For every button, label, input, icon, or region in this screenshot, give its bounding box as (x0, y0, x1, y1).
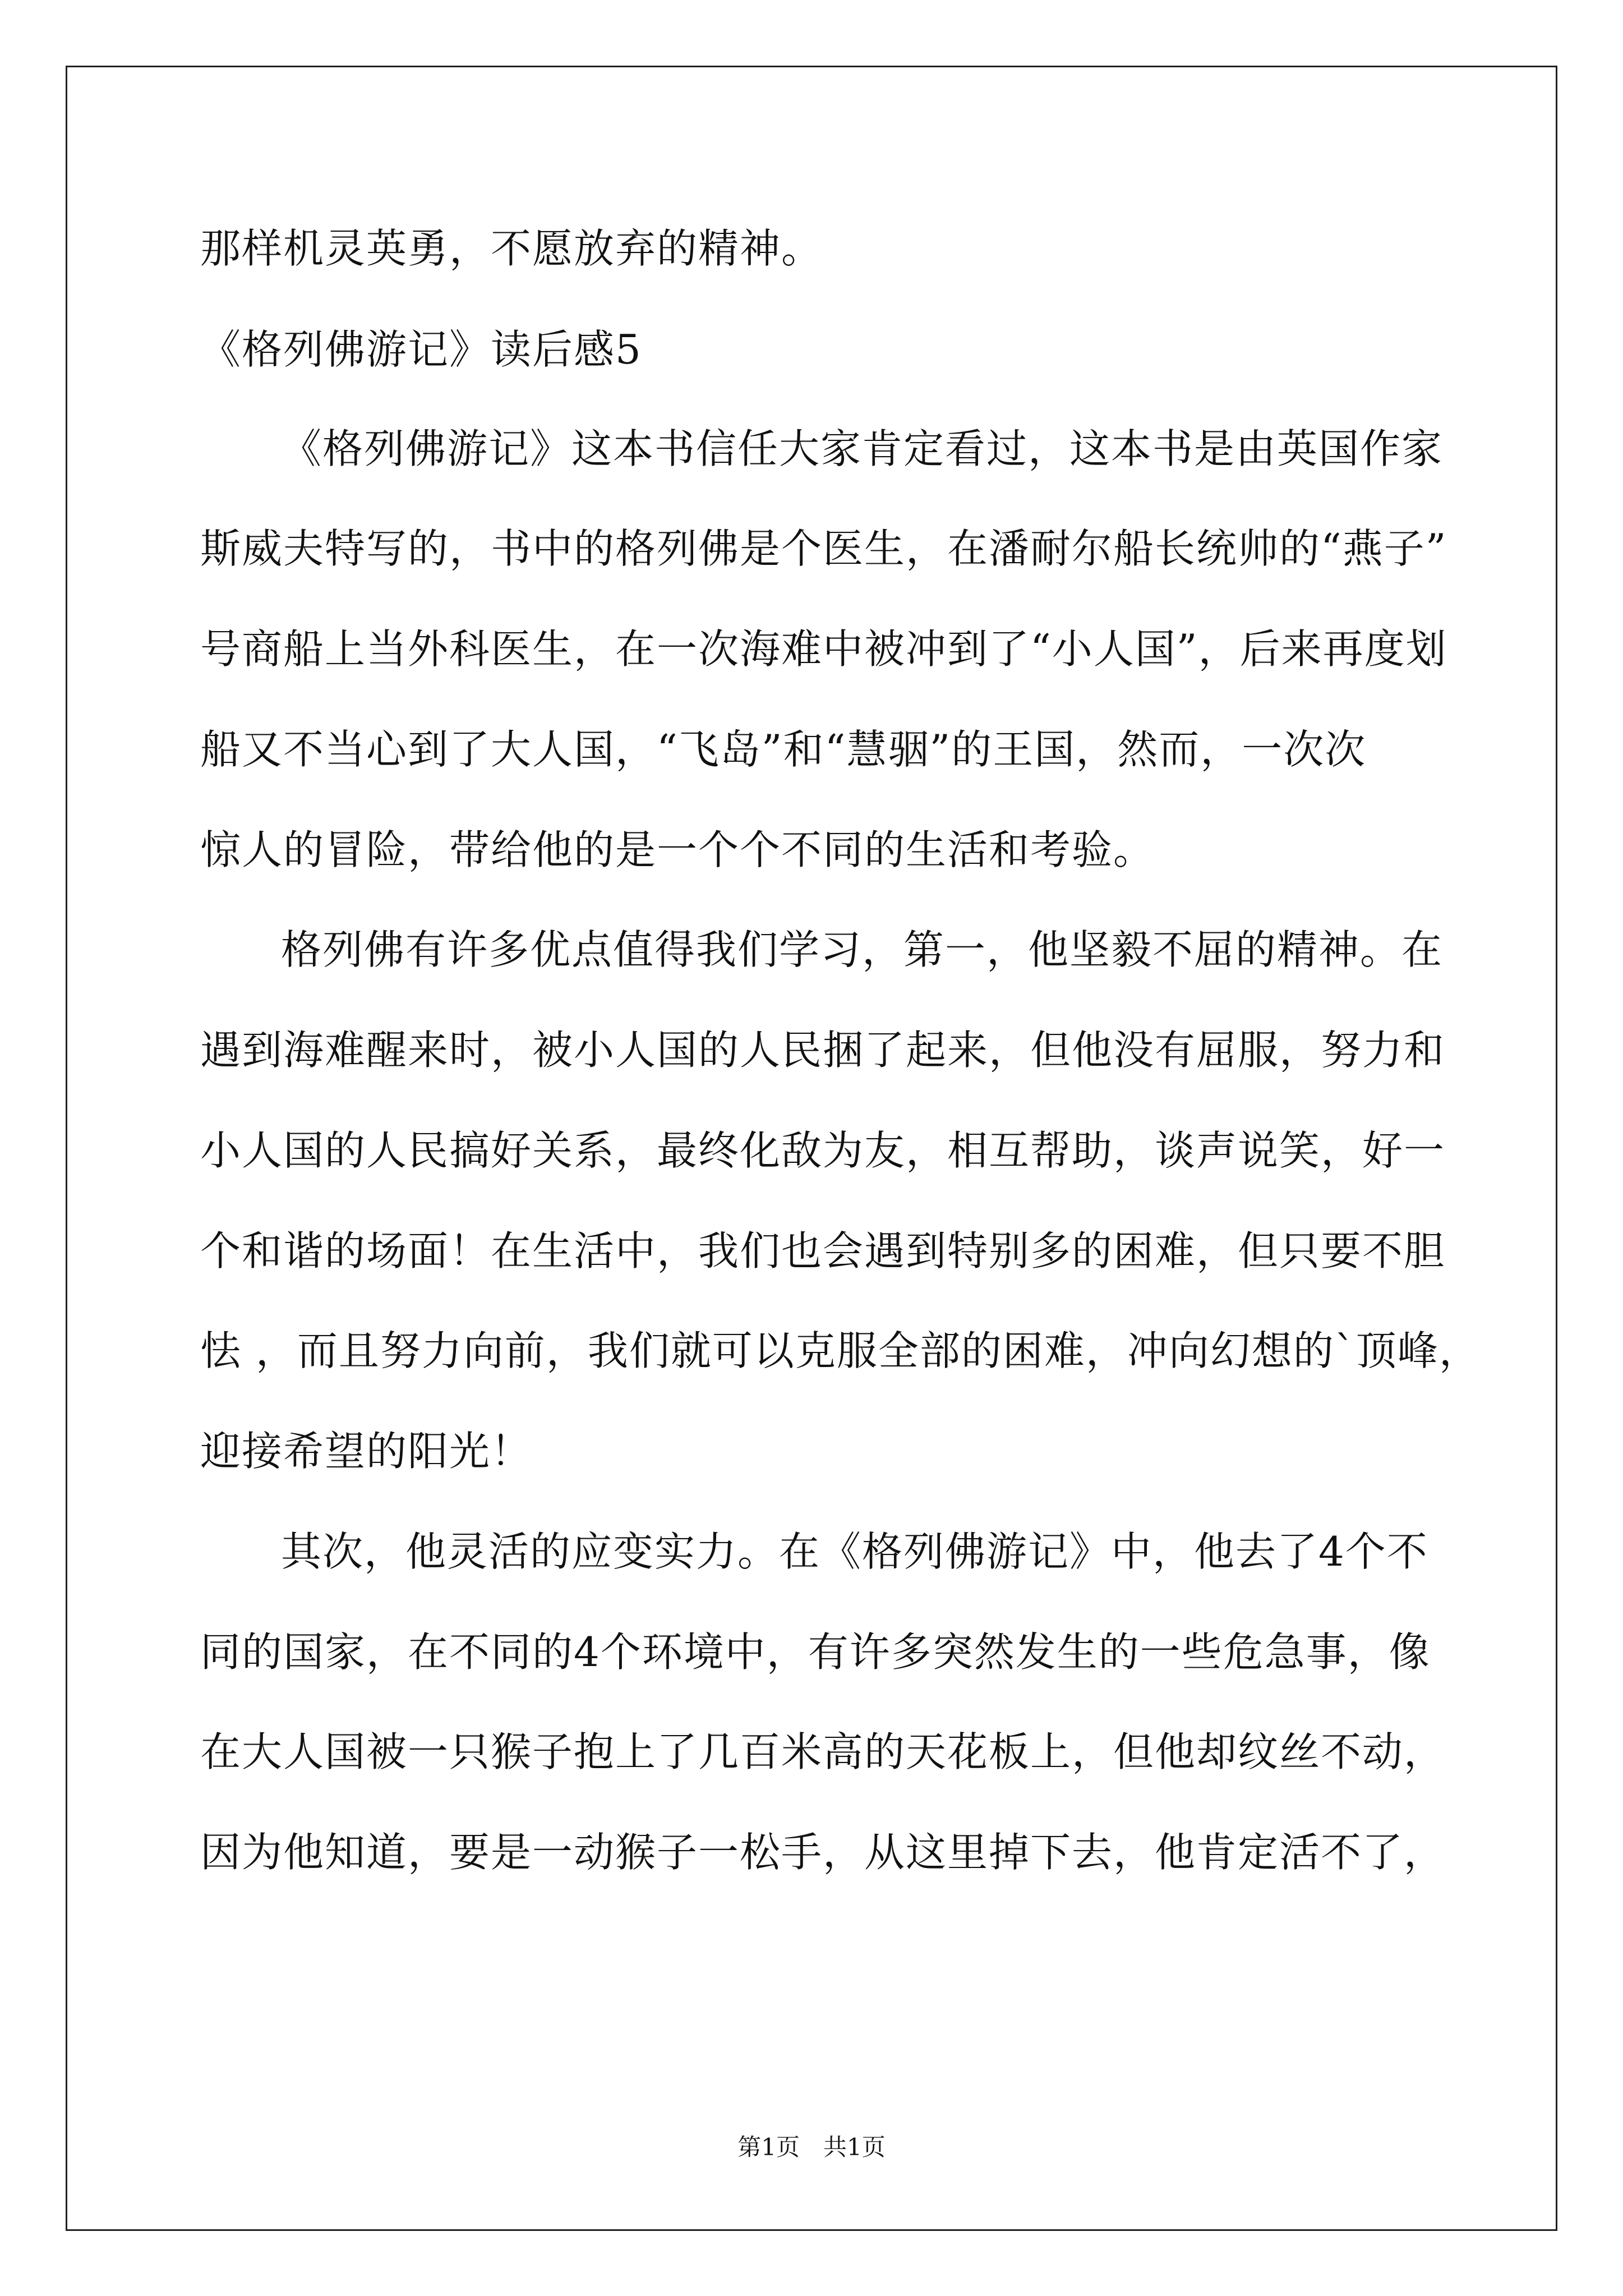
text-line: 迎接希望的阳光！ (200, 1428, 533, 1475)
text-line: 个和谐的场面！在生活中，我们也会遇到特别多的困难，但只要不胆 (200, 1227, 1446, 1274)
text-line: 《格列佛游记》这本书信任大家肯定看过，这本书是由英国作家 (281, 425, 1444, 472)
text-line: 那样机灵英勇，不愿放弃的精神。 (200, 225, 823, 272)
text-line: 小人国的人民搞好关系，最终化敌为友，相互帮助，谈声说笑，好一 (200, 1127, 1446, 1174)
text-line: 斯威夫特写的，书中的格列佛是个医生，在潘耐尔船长统帅的“燕子” (200, 525, 1447, 572)
section-heading: 《格列佛游记》读后感5 (200, 326, 642, 373)
text-line: 同的国家，在不同的4个环境中，有许多突然发生的一些危急事，像 (200, 1628, 1431, 1676)
text-line: 号商船上当外科医生，在一次海难中被冲到了“小人国”，后来再度划 (200, 625, 1447, 673)
text-line: 船又不当心到了大人国，“飞岛”和“慧骃”的王国，然而，一次次 (200, 726, 1367, 773)
text-line: 格列佛有许多优点值得我们学习，第一，他坚毅不屈的精神。在 (281, 926, 1444, 973)
page-footer: 第1页 共1页 (737, 2133, 886, 2161)
text-line: 其次，他灵活的应变实力。在《格列佛游记》中，他去了4个不 (281, 1528, 1428, 1575)
text-line: 在大人国被一只猴子抱上了几百米高的天花板上，但他却纹丝不动， (200, 1728, 1446, 1775)
text-line: 因为他知道，要是一动猴子一松手，从这里掉下去，他肯定活不了， (200, 1829, 1446, 1876)
text-line: 怯 ，而且努力向前，我们就可以克服全部的困难，冲向幻想的`顶峰， (200, 1327, 1481, 1374)
text-line: 遇到海难醒来时，被小人国的人民捆了起来，但他没有屈服，努力和 (200, 1027, 1446, 1074)
text-line: 惊人的冒险，带给他的是一个个不同的生活和考验。 (200, 826, 1155, 873)
